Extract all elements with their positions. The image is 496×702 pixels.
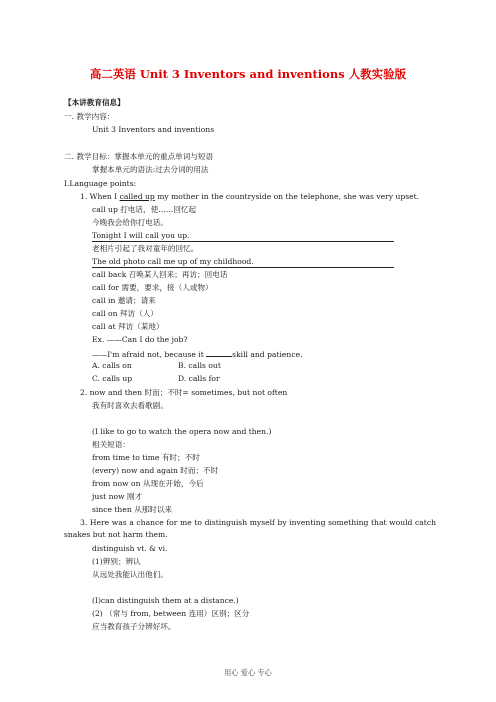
phrase-call-back: call back 召唤某人回来；再访；回电话 (92, 270, 228, 279)
phrase-call-at: call at 拜访（某地） (92, 322, 164, 331)
answer-line (92, 267, 394, 268)
example-en-2: The old photo call me up of my childhood. (92, 257, 254, 266)
distinguish-def-1: (1)辨别；辨认 (92, 557, 141, 566)
phrase-from-time-to-time: from time to time 有时；不时 (92, 453, 200, 462)
option-c: C. calls up (92, 374, 133, 383)
distinguish-pos: distinguish vt. & vi. (92, 544, 168, 553)
example-cn-2: 老相片引起了我对童年的回忆。 (92, 244, 199, 253)
point-1-sentence (80, 192, 419, 202)
call-up-definition: call up 打电话，使……回忆起 (92, 205, 197, 214)
language-points-heading: Ⅰ.Language points: (64, 179, 137, 188)
phrase-call-on: call on 拜访（人） (92, 309, 158, 318)
option-d: D. calls for (178, 374, 220, 383)
exercise-question: Ex. ——Can I do the job? (92, 335, 188, 344)
answer-line (92, 241, 394, 242)
example-cn-1: 今晚我会给你打电话。 (92, 218, 168, 227)
related-phrases-heading: 相关短语： (92, 440, 130, 449)
section-2-sub: 掌握本单元的语法:过去分词的用法 (92, 165, 209, 174)
option-a: A. calls on (92, 361, 132, 370)
option-b: B. calls out (178, 361, 221, 370)
page-footer: 用心 爱心 专心 (224, 668, 272, 677)
fill-blank (206, 348, 232, 357)
phrase-now-and-again: (every) now and again 时而；不时 (92, 466, 219, 475)
phrase-just-now: just now 刚才 (92, 492, 143, 501)
distinguish-example-cn-1: 从远处我能认出他们。 (92, 570, 168, 579)
distinguish-example-cn-2: 应当教育孩子分辨好坏。 (92, 622, 176, 631)
point-1-sentence-underlined: called up (119, 192, 155, 201)
point-2-heading: 2. now and then 时而；不时= sometimes, but not often (80, 388, 288, 397)
distinguish-def-2: (2) （常与 from, between 连用）区别；区分 (92, 609, 250, 618)
phrase-since-then: since then 从那时以来 (92, 505, 173, 514)
phrase-call-in: call in 邀请；请来 (92, 296, 156, 305)
point-2-example-cn: 我有时喜欢去看歌剧。 (92, 401, 168, 410)
point-3-sentence-line-2: snakes but not harm them. (64, 530, 168, 539)
point-3-sentence-line-1: 3. Here was a chance for me to distinguish myself by inventing something that would catch (80, 518, 436, 527)
exercise-answer-line (92, 348, 302, 360)
point-1-sentence-post: my mother in the countryside on the telephone, she was very upset. (157, 192, 420, 201)
distinguish-example-en-1: (I)can distinguish them at a distance.) (92, 596, 239, 605)
exercise-answer-pre: ——I'm afraid not, because it (92, 350, 204, 359)
example-en-1: Tonight I will call you up. (92, 231, 190, 240)
section-1-content: Unit 3 Inventors and inventions (92, 125, 215, 134)
exercise-answer-post: skill and patience. (232, 350, 303, 359)
section-header: 【本讲教育信息】 (64, 98, 125, 107)
section-2-heading: 二. 教学目标：掌握本单元的重点单词与短语 (64, 152, 214, 161)
phrase-from-now-on: from now on 从现在开始，今后 (92, 479, 204, 488)
point-1-sentence-pre: When I (89, 192, 118, 201)
phrase-call-for: call for 需要，要求，接（人或物） (92, 283, 213, 292)
document-title: 高二英语 Unit 3 Inventors and inventions 人教实验版 (89, 67, 407, 81)
point-2-example-en: (I like to go to watch the opera now and then.) (92, 427, 272, 436)
section-1-heading: 一. 教学内容： (64, 112, 115, 121)
point-1-number: 1. (80, 192, 88, 201)
